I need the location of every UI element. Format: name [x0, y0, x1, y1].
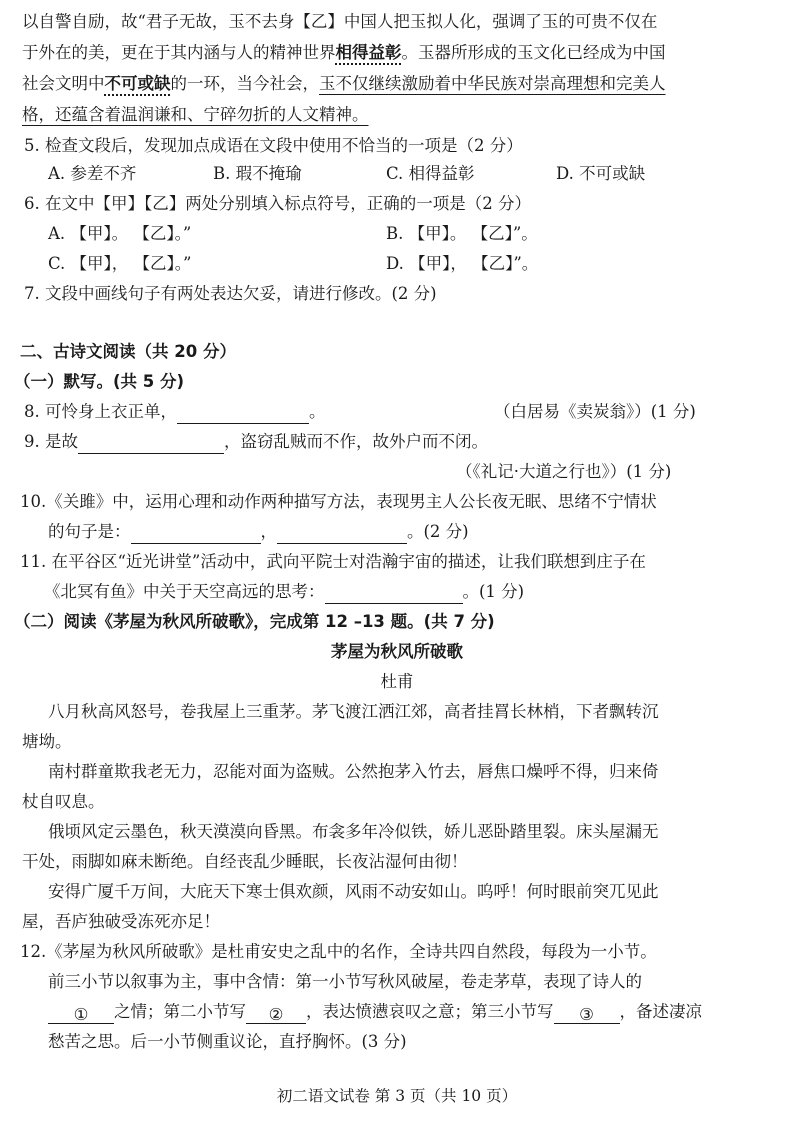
q12-answer-blank-3[interactable]: ③	[554, 1003, 620, 1024]
poem-p1-line-1: 八月秋高风怒号，卷我屋上三重茅。茅飞渡江洒江郊，高者挂罥长林梢，下者飘转沉	[48, 702, 659, 721]
passage-text: 。玉器所形成的玉文化已经成为中国	[401, 43, 666, 62]
q5-stem: 5. 检查文段后，发现加点成语在文段中使用不恰当的一项是（2 分）	[24, 136, 523, 155]
poem-author: 杜甫	[380, 672, 414, 691]
passage-text: 的一环，当今社会，	[170, 74, 319, 93]
passage-text: 于外在的美，更在于其内涵与人的精神世界	[22, 43, 336, 62]
q12-answer-blank-1[interactable]: ①	[48, 1003, 114, 1024]
q8-answer-blank[interactable]	[177, 403, 309, 424]
q9-line	[24, 430, 488, 454]
poem-p2-line-1: 南村群童欺我老无力，忍能对面为盗贼。公然抱茅入竹去，唇焦口燥呼不得，归来倚	[48, 762, 659, 781]
q12-text: 之情；第二小节写	[114, 1002, 246, 1021]
q8-source: （白居易《卖炭翁》）(1 分)	[494, 402, 696, 421]
q6-option-a: A. 【甲】。 【乙】。”	[48, 224, 192, 243]
q10-comma: ，	[260, 522, 277, 541]
q5-option-d: D. 不可或缺	[556, 164, 646, 183]
q10-answer-blank-1[interactable]	[131, 523, 261, 544]
q6-option-d: D. 【甲】， 【乙】”。	[386, 254, 539, 273]
page-footer: 初二语文试卷 第 3 页（共 10 页）	[276, 1087, 518, 1105]
q12-line-2: 前三小节以叙事为主，事中含情：第一小节写秋风破屋，卷走茅草，表现了诗人的	[48, 972, 642, 991]
poem-p4-line-2: 屋，吾庐独破受冻死亦足！	[22, 912, 220, 931]
q8-text-end: 。	[309, 402, 326, 421]
q9-answer-blank[interactable]	[78, 433, 224, 454]
section-title: 二、古诗文阅读（共 20 分）	[20, 342, 236, 361]
q7-stem: 7. 文段中画线句子有两处表达欠妥，请进行修改。(2 分)	[24, 284, 437, 303]
q10-text: 的句子是：	[48, 522, 131, 541]
q12-line-1: 12.《茅屋为秋风所破歌》是杜甫安史之乱中的名作，全诗共四自然段，每段为一小节。	[20, 942, 657, 961]
passage-line-1: 以自警自励，故“君子无故，玉不去身【乙】中国人把玉拟人化，强调了玉的可贵不仅在	[22, 12, 658, 31]
dotted-idiom-2: 不可或缺	[104, 74, 171, 93]
q10-score: 。(2 分)	[407, 522, 469, 541]
underlined-sentence-cont: 格，还蕴含着温润谦和、宁碎勿折的人文精神。	[22, 105, 369, 124]
passage-line-2	[22, 41, 666, 65]
q11-line-2	[44, 580, 524, 604]
poem-title: 茅屋为秋风所破歌	[331, 642, 463, 661]
part-heading-1: （一）默写。(共 5 分)	[14, 372, 185, 391]
q5-option-c: C. 相得益彰	[386, 164, 475, 183]
dotted-idiom-1: 相得益彰	[335, 43, 402, 62]
underlined-sentence: 玉不仅继续激励着中华民族对崇高理想和完美人	[319, 74, 666, 93]
part-heading-2: （二）阅读《茅屋为秋风所破歌》，完成第 12 –13 题。(共 7 分)	[14, 612, 495, 631]
q9-source: （《礼记·大道之行也》）(1 分)	[456, 462, 672, 481]
q10-line-2	[48, 520, 469, 544]
q5-option-a: A. 参差不齐	[48, 164, 137, 183]
q11-score: 。(1 分)	[462, 582, 525, 601]
passage-line-3	[22, 72, 666, 96]
poem-p3-line-1: 俄顷风定云墨色，秋天漠漠向昏黑。布衾多年冷似铁，娇儿恶卧踏里裂。床头屋漏无	[48, 822, 659, 841]
q10-answer-blank-2[interactable]	[277, 523, 407, 544]
q11-text: 《北冥有鱼》中关于天空高远的思考：	[44, 582, 325, 601]
q6-option-c: C. 【甲】， 【乙】。”	[48, 254, 192, 273]
q12-line-3	[48, 1000, 702, 1024]
poem-p3-line-2: 干处，雨脚如麻未断绝。自经丧乱少睡眠，长夜沾湿何由彻！	[22, 852, 468, 871]
q12-text: ，表达愤懑哀叹之意；第三小节写	[306, 1002, 554, 1021]
poem-p1-line-2: 塘坳。	[22, 732, 72, 751]
q11-line-1: 11. 在平谷区“近光讲堂”活动中，武向平院士对浩瀚宇宙的描述，让我们联想到庄子在	[20, 552, 646, 571]
q10-line-1: 10.《关雎》中，运用心理和动作两种描写方法，表现男主人公长夜无眠、思绪不宁情状	[20, 492, 657, 511]
q6-stem: 6. 在文中【甲】【乙】两处分别填入标点符号，正确的一项是（2 分）	[24, 194, 531, 213]
q9-text-end: ，盗窃乱贼而不作，故外户而不闭。	[224, 432, 488, 451]
poem-p2-line-2: 杖自叹息。	[22, 792, 105, 811]
q6-option-b: B. 【甲】。 【乙】”。	[386, 224, 538, 243]
q11-answer-blank[interactable]	[325, 583, 463, 604]
poem-p4-line-1: 安得广厦千万间，大庇天下寒士俱欢颜，风雨不动安如山。呜呼！何时眼前突兀见此	[48, 882, 659, 901]
q12-line-4: 愁苦之思。后一小节侧重议论，直抒胸怀。(3 分)	[48, 1032, 407, 1051]
q12-answer-blank-2[interactable]: ②	[246, 1003, 306, 1024]
q8-text: 8. 可怜身上衣正单，	[24, 402, 177, 421]
q9-text: 9. 是故	[24, 432, 78, 451]
passage-text: 社会文明中	[22, 74, 105, 93]
q12-text: ，备述凄凉	[619, 1002, 702, 1021]
q5-option-b: B. 瑕不掩瑜	[213, 164, 302, 183]
q8-line	[24, 400, 326, 424]
